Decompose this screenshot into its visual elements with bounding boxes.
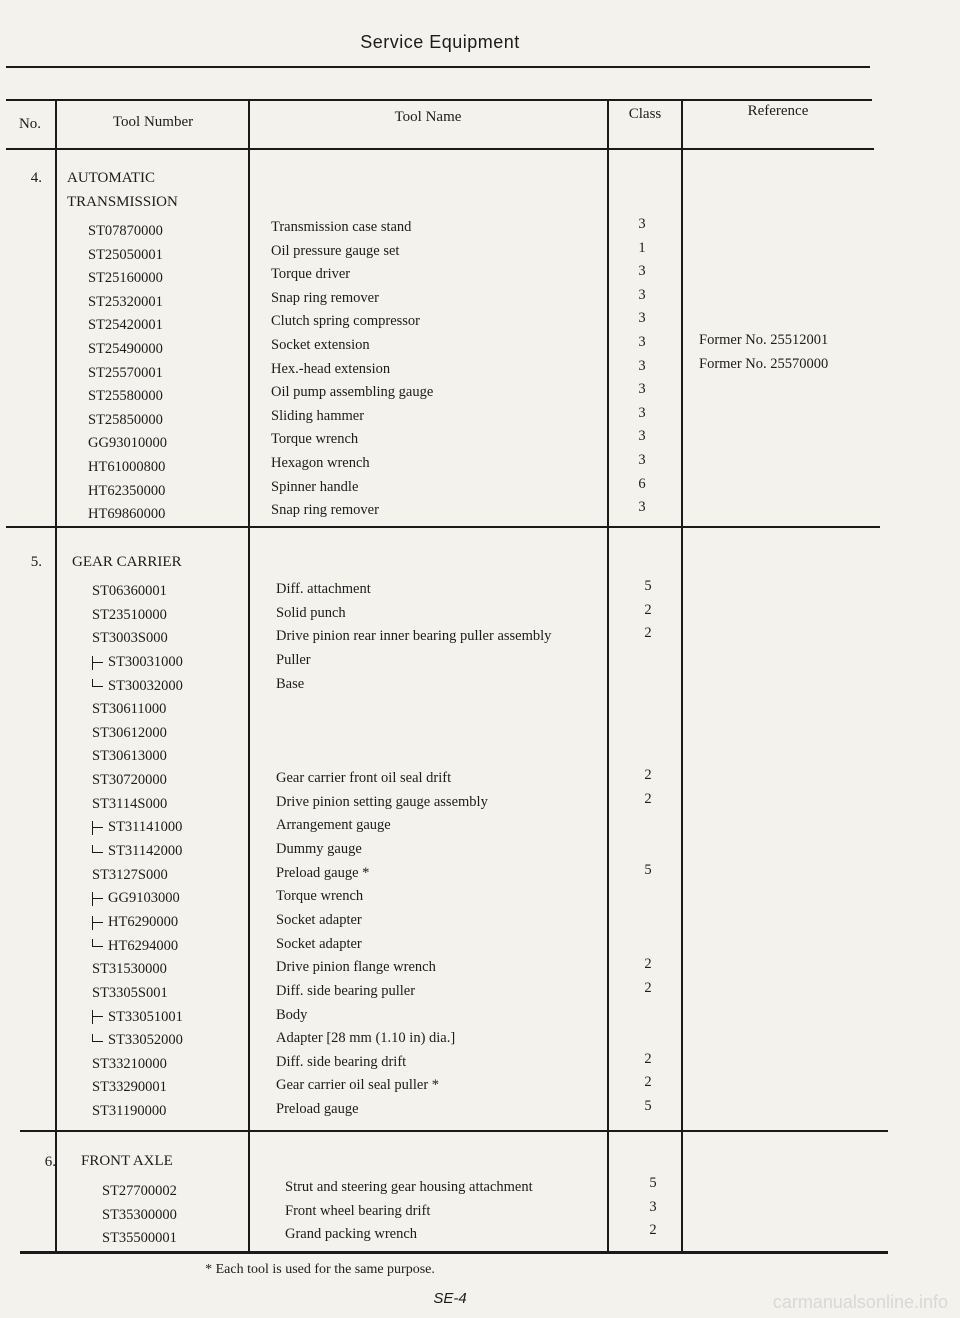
class-list	[636, 575, 660, 1119]
tool-number	[92, 840, 183, 864]
tool-number-text: ST31530000	[92, 961, 167, 978]
class-value: 6	[638, 475, 646, 492]
tool-number	[92, 1076, 183, 1100]
tool-number	[92, 769, 183, 793]
tool-number-list	[102, 1180, 177, 1251]
section-title	[67, 166, 178, 214]
tree-connector	[92, 939, 107, 947]
tool-name: Dummy gauge	[276, 841, 362, 858]
tool-number-text: ST33051001	[108, 1008, 183, 1025]
col-divider-toolname	[607, 101, 609, 1254]
header-tool-number: Tool Number	[112, 114, 194, 130]
tool-number: ST25490000	[88, 340, 163, 357]
class-value	[636, 835, 660, 859]
tool-number: ST25420001	[88, 317, 163, 334]
tool-name: Socket adapter	[276, 911, 362, 928]
tool-name: Diff. attachment	[276, 581, 371, 597]
tool-number-text: ST33052000	[108, 1032, 183, 1049]
class-value	[636, 930, 660, 954]
tool-name: Drive pinion rear inner bearing puller assembly	[276, 628, 552, 645]
class-value: 2	[644, 790, 652, 807]
tool-number	[92, 1029, 183, 1053]
tool-number-text: HT6290000	[108, 913, 179, 930]
tool-number-text: ST30611000	[92, 701, 167, 718]
tool-name: Solid punch	[276, 604, 346, 621]
tool-number: ST35500001	[102, 1230, 177, 1247]
tool-number	[92, 935, 183, 959]
class-value	[636, 693, 660, 717]
col-divider-no	[55, 101, 57, 1254]
tool-number	[92, 887, 183, 911]
tool-name: Spinner handle	[271, 478, 359, 495]
tool-name: Sliding hammer	[271, 407, 365, 424]
section-title-line: GEAR CARRIER	[72, 554, 182, 570]
section-title	[72, 550, 182, 574]
tool-number-text: ST30031000	[108, 653, 183, 670]
tool-number	[92, 958, 183, 982]
tool-number-text: ST31190000	[92, 1103, 167, 1120]
section5-bottom-rule	[20, 1130, 888, 1132]
tool-number	[92, 1053, 183, 1077]
tool-number	[92, 1100, 183, 1124]
class-value: 2	[644, 956, 652, 973]
tool-name: Clutch spring compressor	[271, 313, 421, 330]
section-title-line: FRONT AXLE	[81, 1153, 173, 1169]
tree-connector	[92, 679, 107, 687]
class-list	[641, 1172, 665, 1243]
section-number: 6.	[44, 1154, 56, 1170]
tool-number: ST25850000	[88, 411, 163, 428]
tool-number-text: GG9103000	[108, 890, 180, 907]
tool-number: HT62350000	[88, 482, 166, 499]
tool-number	[92, 698, 183, 722]
tool-name	[276, 696, 551, 720]
class-value: 2	[644, 625, 652, 642]
class-value: 2	[644, 1050, 652, 1067]
section-number: 5.	[30, 554, 42, 570]
tool-name: Gear carrier front oil seal drift	[276, 770, 452, 787]
class-value	[636, 646, 660, 670]
class-value: 3	[638, 404, 646, 421]
class-value: 3	[638, 286, 646, 303]
class-value: 2	[644, 979, 652, 996]
tool-number-text: ST30613000	[92, 748, 167, 765]
tool-name: Torque wrench	[276, 888, 364, 905]
tool-number-text: ST33290001	[92, 1079, 167, 1096]
class-value: 3	[638, 451, 646, 468]
tool-name-list	[271, 216, 433, 523]
tool-number-text: ST3305S001	[92, 984, 168, 1001]
reference-item: Former No. 25570000	[699, 355, 829, 372]
section-number: 4.	[30, 170, 42, 186]
watermark: carmanualsonline.info	[772, 1292, 948, 1312]
col-divider-class	[681, 101, 683, 1254]
tool-number	[92, 816, 183, 840]
class-value: 2	[644, 1074, 652, 1091]
tool-name: Hex.-head extension	[271, 360, 391, 377]
tool-name: Preload gauge	[276, 1101, 359, 1118]
tool-name: Transmission case stand	[271, 219, 412, 235]
tree-connector	[92, 916, 107, 930]
table-bottom-rule	[20, 1251, 888, 1254]
tool-number	[92, 1006, 183, 1030]
tool-number	[92, 982, 183, 1006]
class-value: 5	[644, 861, 652, 878]
tool-number: ST25580000	[88, 388, 163, 405]
tool-number: ST25570001	[88, 364, 163, 381]
tool-name: Strut and steering gear housing attachment	[285, 1179, 533, 1195]
class-value: 3	[638, 357, 646, 374]
tool-number-list	[92, 580, 183, 1124]
tool-name: Torque wrench	[271, 431, 359, 448]
tool-name: Oil pump assembling gauge	[271, 384, 434, 401]
tool-name: Snap ring remover	[271, 502, 379, 519]
class-value: 3	[638, 381, 646, 398]
class-value: 2	[649, 1222, 657, 1239]
tool-number: HT61000800	[88, 458, 166, 475]
class-value	[636, 717, 660, 741]
tool-number: ST07870000	[88, 223, 163, 239]
tool-number	[92, 793, 183, 817]
tree-connector	[92, 1034, 107, 1042]
tool-name-list	[285, 1176, 533, 1247]
class-value	[636, 1001, 660, 1025]
tree-connector	[92, 845, 107, 853]
class-value	[636, 906, 660, 930]
tool-number	[92, 627, 183, 651]
class-value	[636, 740, 660, 764]
class-value: 3	[638, 216, 646, 232]
class-value	[636, 811, 660, 835]
tool-number: ST27700002	[102, 1183, 177, 1199]
class-value	[636, 670, 660, 694]
tool-number-text: ST30612000	[92, 724, 167, 741]
tool-number: ST25160000	[88, 270, 163, 287]
tool-number-text: ST33210000	[92, 1055, 167, 1072]
tool-number-list	[88, 220, 167, 527]
tool-number-text: ST3114S000	[92, 795, 168, 812]
header-reference: Reference	[747, 103, 809, 119]
tool-name: Diff. side bearing puller	[276, 982, 416, 999]
class-value: 3	[638, 499, 646, 516]
tool-name: Body	[276, 1006, 308, 1023]
tool-number: ST25050001	[88, 246, 163, 263]
class-value	[636, 882, 660, 906]
tool-number-text: ST3003S000	[92, 630, 168, 647]
title-rule	[6, 66, 870, 68]
header-tool-name: Tool Name	[394, 109, 462, 125]
tool-name: Socket extension	[271, 336, 370, 353]
tool-number	[92, 722, 183, 746]
tool-number	[92, 580, 183, 604]
tool-name	[276, 720, 551, 744]
class-value: 2	[644, 601, 652, 618]
page-number: SE-4	[433, 1290, 467, 1307]
tool-number-text: ST31142000	[108, 843, 183, 860]
section-title-line: AUTOMATIC	[67, 170, 156, 186]
tool-number	[92, 864, 183, 888]
tool-name: Gear carrier oil seal puller *	[276, 1077, 440, 1094]
tool-name: Grand packing wrench	[285, 1226, 418, 1243]
tree-connector	[92, 892, 107, 906]
tool-number	[92, 604, 183, 628]
tool-name: Drive pinion flange wrench	[276, 959, 436, 976]
class-value: 3	[638, 263, 646, 280]
tool-name-list	[276, 578, 551, 1122]
tool-number	[92, 911, 183, 935]
tool-name: Arrangement gauge	[276, 817, 391, 834]
tool-name: Snap ring remover	[271, 289, 379, 306]
tool-name: Drive pinion setting gauge assembly	[276, 793, 488, 810]
class-value	[636, 1024, 660, 1048]
tool-name: Front wheel bearing drift	[285, 1202, 431, 1219]
tool-name: Preload gauge *	[276, 864, 370, 881]
class-value: 2	[644, 767, 652, 784]
class-value: 3	[638, 428, 646, 445]
class-list	[630, 213, 654, 520]
tool-name: Oil pressure gauge set	[271, 242, 400, 259]
tree-connector	[92, 1010, 107, 1024]
reference-item: Former No. 25512001	[699, 332, 829, 348]
col-divider-toolnumber	[248, 101, 250, 1254]
class-value: 3	[649, 1198, 657, 1215]
tool-number	[92, 651, 183, 675]
reference-list	[699, 329, 828, 376]
tool-number-text: ST23510000	[92, 606, 167, 623]
tool-number-text: ST06360001	[92, 583, 167, 599]
class-value: 5	[649, 1175, 657, 1191]
class-value: 5	[644, 578, 652, 594]
header-class: Class	[628, 106, 662, 122]
tool-name: Hexagon wrench	[271, 454, 370, 471]
tool-number-text: ST30720000	[92, 772, 167, 789]
tool-name: Torque driver	[271, 266, 351, 283]
section-title-line: TRANSMISSION	[67, 194, 178, 210]
class-value: 5	[644, 1098, 652, 1115]
table-top-rule	[6, 99, 872, 101]
tool-number-text: ST31141000	[108, 819, 183, 836]
tool-name: Puller	[276, 651, 311, 668]
header-no: No.	[18, 116, 42, 132]
tool-number	[92, 745, 183, 769]
class-value: 1	[638, 239, 646, 256]
tool-number: HT69860000	[88, 506, 166, 523]
section-title	[81, 1149, 173, 1173]
tool-name: Base	[276, 675, 305, 692]
page-title: Service Equipment	[360, 32, 520, 52]
class-value: 3	[638, 310, 646, 327]
tree-connector	[92, 821, 107, 835]
tool-number: ST25320001	[88, 293, 163, 310]
tool-number-text: ST30032000	[108, 677, 183, 694]
tool-name: Diff. side bearing drift	[276, 1053, 407, 1070]
tool-number: ST35300000	[102, 1206, 177, 1223]
tree-connector	[92, 656, 107, 670]
tool-number: GG93010000	[88, 435, 167, 452]
footnote: * Each tool is used for the same purpose.	[205, 1262, 435, 1277]
tool-name: Adapter [28 mm (1.10 in) dia.]	[276, 1030, 456, 1047]
tool-name: Socket adapter	[276, 935, 362, 952]
tool-number-text: ST3127S000	[92, 866, 168, 883]
header-bottom-rule	[6, 148, 874, 150]
tool-number-text: HT6294000	[108, 937, 179, 954]
class-value: 3	[638, 333, 646, 350]
tool-name	[276, 743, 551, 767]
tool-number	[92, 675, 183, 699]
